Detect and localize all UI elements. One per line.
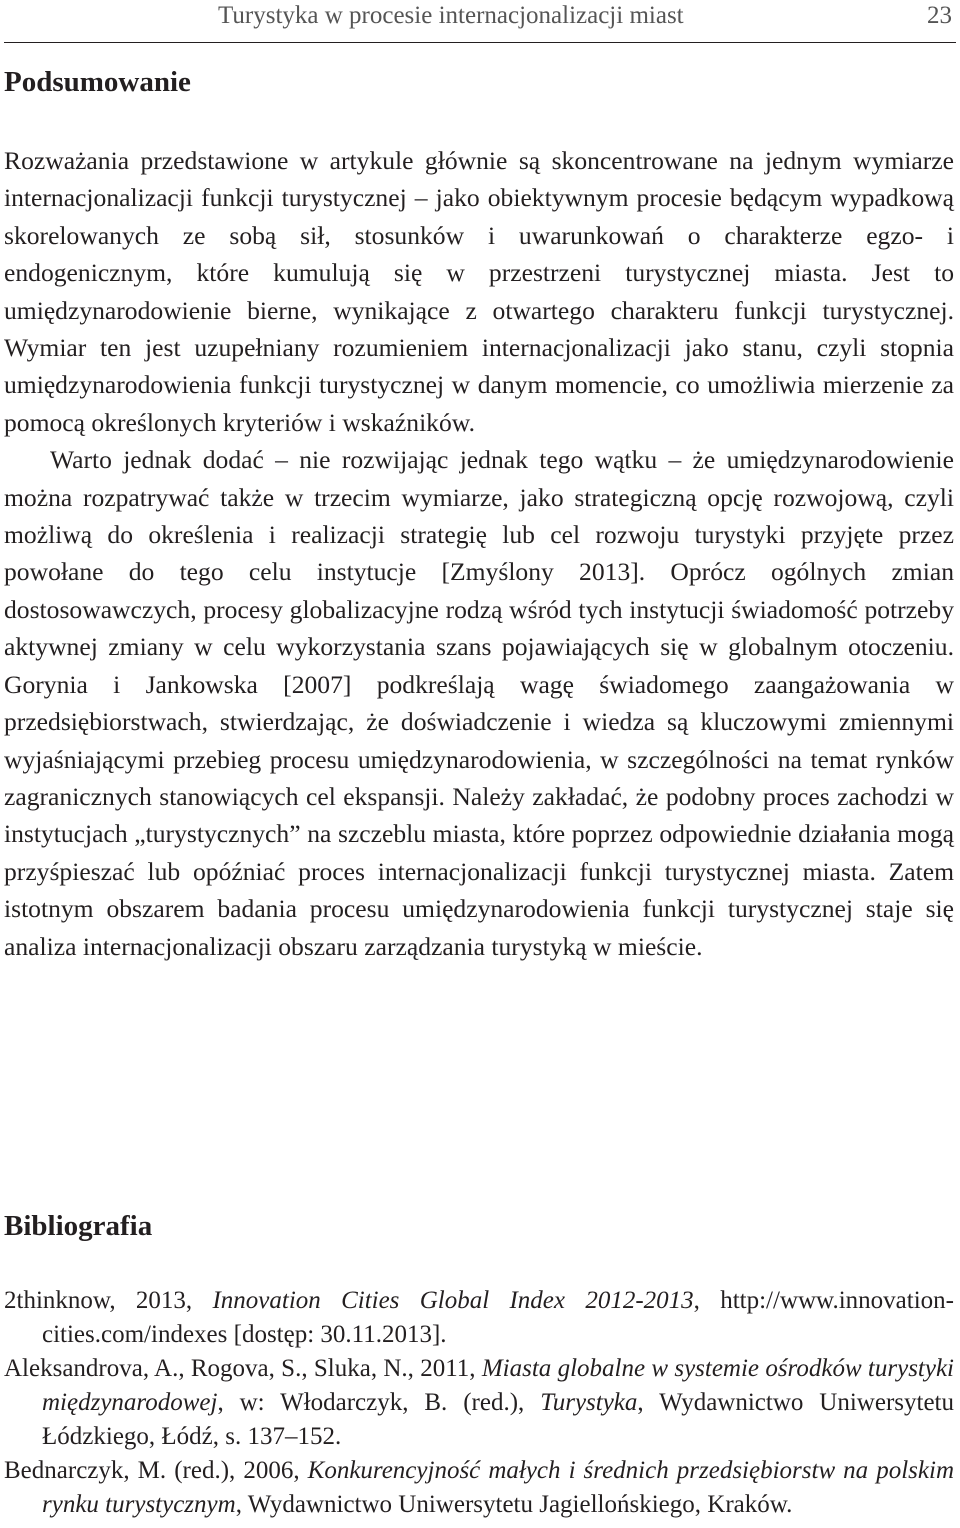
bib-entry-details: , http://www.innovation-cities.com/indexes [dostęp: 30.11.2013]. [42,1287,954,1348]
section-heading-summary: Podsumowanie [4,66,191,98]
bib-entry-authors: 2thinknow, 2013, [4,1287,213,1314]
running-header [4,0,956,43]
bib-entry-authors: Bednarczyk, M. (red.), 2006, [4,1457,308,1484]
bib-entry-title: Innovation Cities Global Index 2012-2013 [212,1287,694,1314]
section-heading-bibliography: Bibliografia [4,1210,153,1242]
bibliography-list [4,1284,954,1522]
bib-entry-details: , Wydawnictwo Uniwersytetu Jagiellońskiego, Kraków. [235,1491,793,1518]
running-header-title: Turystyka w procesie internacjonalizacji miast [218,2,684,29]
bib-entry-publisher: , Wydawnictwo Uniwersytetu Łódzkiego, Łódź, s. 137–152. [42,1389,954,1450]
bib-entry-book-title: Turystyka [540,1389,638,1416]
bibliography-entry [4,1352,954,1454]
bib-entry-authors: Aleksandrova, A., Rogova, S., Sluka, N., 2011, [4,1355,482,1382]
summary-paragraph-1: Rozważania przedstawione w artykule głównie są skoncentrowane na jednym wymiarze internacjonalizacji funkcji turystycznej – jako obiektywnym procesie będącym wypadkową skorelowanych ze sobą sił, stosunków i uwarunkowań o charakterze egzo- i endogenicznym, które kumulują się w przestrzeni turystycznej miasta. Jest to umiędzynarodowienie bierne, wynikające z otwartego charakteru funkcji turystycznej. Wymiar ten jest uzupełniany rozumieniem internacjonalizacji jako stanu, czyli stopnia umiędzynarodowienia funkcji turystycznej w danym momencie, co umożliwia mierzenie za pomocą określonych kryteriów i wskaźników. [4,146,954,437]
summary-body [4,142,954,965]
bib-entry-details: , w: Włodarczyk, B. (red.), [217,1389,541,1416]
bibliography-entry [4,1454,954,1522]
summary-paragraph-2: Warto jednak dodać – nie rozwijając jednak tego wątku – że umiędzynarodowienie można rozpatrywać także w trzecim wymiarze, jako strategiczną opcję rozwojową, czyli możliwą do określenia i realizacji strategię lub cel rozwoju turystyki przyjęte przez powołane do tego celu instytucje [Zmyślony 2013]. Oprócz ogólnych zmian dostosowawczych, procesy globalizacyjne rodzą wśród tych instytucji świadomość potrzeby aktywnej zmiany w celu wykorzystania szans pojawiających się w globalnym otoczeniu. Gorynia i Jankowska [2007] podkreślają wagę świadomego zaangażowania w przedsiębiorstwach, stwierdzając, że doświadczenie i wiedza są kluczowymi zmiennymi wyjaśniającymi przebieg procesu umiędzynarodowienia, w szczególności na temat rynków zagranicznych stanowiących cel ekspansji. Należy zakładać, że podobny proces zachodzi w instytucjach „turystycznych” na szczeblu miasta, które poprzez odpowiednie działania mogą przyśpieszać lub opóźniać proces internacjonalizacji funkcji turystycznej miasta. Zatem istotnym obszarem badania procesu umiędzynarodowienia funkcji turystycznej staje się analiza internacjonalizacji obszaru zarządzania turystyką w mieście. [4,445,954,961]
page-number: 23 [927,2,952,29]
bib-entry-title: Miasta globalne w systemie ośrodków turystyki międzynarodowej [42,1355,955,1416]
bib-entry-title: Konkurencyjność małych i średnich przedsiębiorstw na polskim rynku turystycznym [42,1457,954,1518]
bibliography-entry [4,1284,954,1352]
